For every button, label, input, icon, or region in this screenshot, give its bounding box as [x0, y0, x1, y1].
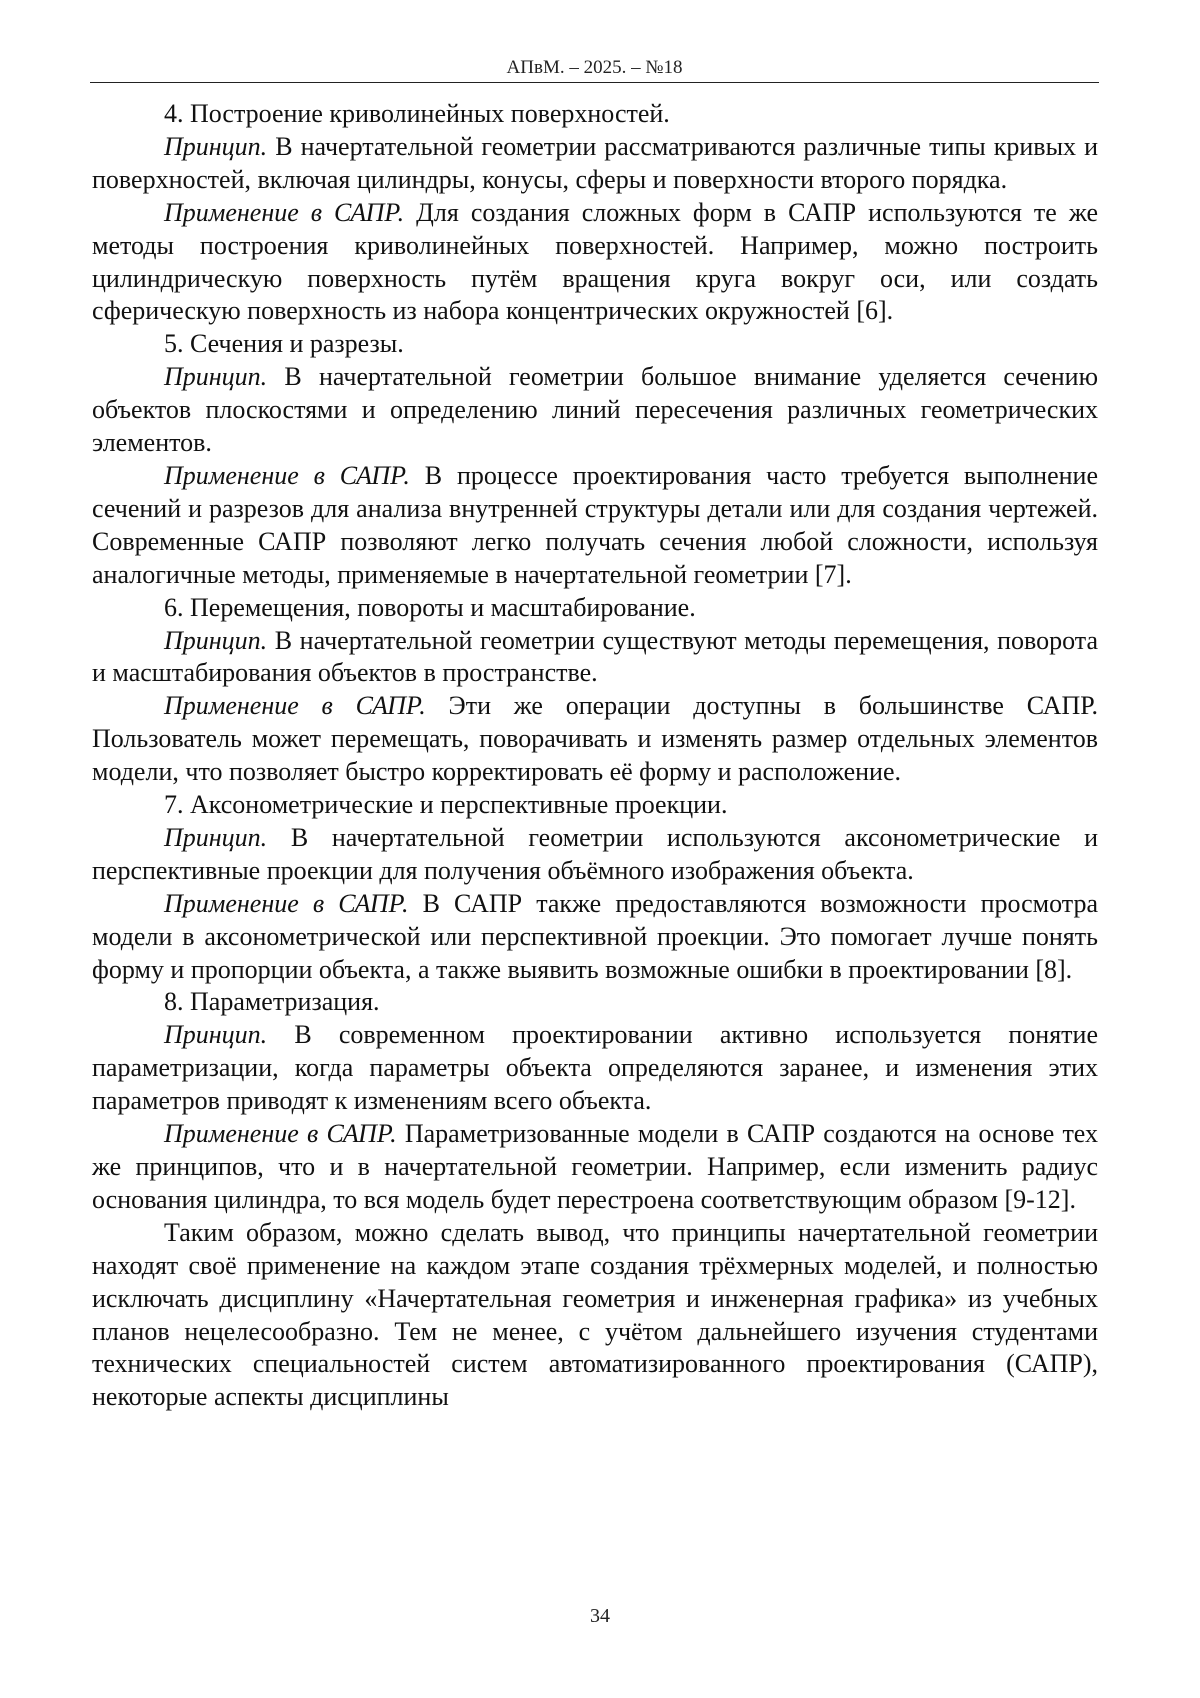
application-text: В САПР также предоставляются возможности просмотра модели в аксонометрической или перспективной проекции. Это помогает лучше понять форму и пропорции объекта, а также выявить возможные ошибки в проектировании [8].	[92, 888, 1099, 984]
section-heading-4: 4. Построение криволинейных поверхностей.	[164, 99, 670, 128]
application-label: Применение в САПР.	[164, 460, 410, 490]
section-heading-6: 6. Перемещения, повороты и масштабирование.	[164, 592, 696, 622]
section-heading-7: 7. Аксонометрические и перспективные проекции.	[164, 790, 728, 820]
running-header: АПвМ. – 2025. – №18	[506, 57, 683, 78]
application-text: Параметризованные модели в САПР создаются на основе тех же принципов, что и в начертательной геометрии. Например, если изменить радиус основания цилиндра, то вся модель будет перестроена соответствующим образом [9-12].	[92, 1119, 1099, 1214]
application-label: Применение в САПР.	[164, 197, 405, 227]
principle-paragraph-7	[92, 822, 1098, 888]
page-number: 34	[590, 1605, 610, 1627]
application-label: Применение в САПР.	[164, 691, 426, 721]
principle-text: В начертательной геометрии существуют методы перемещения, поворота и масштабирования объектов в пространстве.	[92, 625, 1098, 688]
principle-text: В начертательной геометрии используются аксонометрические и перспективные проекции для получения объёмного изображения объекта.	[92, 822, 1098, 885]
principle-label: Принцип.	[164, 131, 268, 161]
application-paragraph-6	[92, 690, 1098, 789]
principle-label: Принцип.	[164, 362, 268, 392]
application-paragraph-8	[92, 1118, 1098, 1217]
principle-text: В современном проектировании активно используется понятие параметризации, когда параметры объекта определяются заранее, и изменения этих параметров приводят к изменениям всего объекта.	[92, 1020, 1098, 1116]
principle-text: В начертательной геометрии большое внимание уделяется сечению объектов плоскостями и определению линий пересечения различных геометрических элементов.	[92, 362, 1098, 458]
header-divider	[90, 82, 1099, 83]
section-heading-8: 8. Параметризация.	[164, 987, 380, 1017]
principle-label: Принцип.	[164, 1020, 268, 1050]
application-text: Для создания сложных форм в САПР используются те же методы построения криволинейных поверхностей. Например, можно построить цилиндрическую поверхность путём вращения круга вокруг оси, или создать сферическую поверхность из набора концентрических окружностей [6].	[92, 197, 1098, 326]
principle-label: Принцип.	[164, 822, 268, 852]
principle-paragraph-8	[92, 1019, 1098, 1118]
application-text: Эти же операции доступны в большинстве САПР. Пользователь может перемещать, поворачивать и изменять размер отдельных элементов модели, что позволяет быстро корректировать её форму и расположение.	[92, 691, 1099, 787]
principle-text: В начертательной геометрии рассматриваются различные типы кривых и поверхностей, включая цилиндры, конусы, сферы и поверхности второго порядка.	[92, 131, 1098, 194]
principle-paragraph-6	[92, 625, 1098, 691]
application-paragraph-5	[92, 460, 1098, 592]
application-label: Применение в САПР.	[164, 888, 409, 918]
section-heading-5: 5. Сечения и разрезы.	[164, 329, 404, 359]
conclusion-paragraph: Таким образом, можно сделать вывод, что принципы начертательной геометрии находят своё применение на каждом этапе создания трёхмерных моделей, и полностью исключать дисциплину «Начертательная геометрия и инженерная графика» из учебных планов нецелесообразно. Тем не менее, с учётом дальнейшего изучения студентами технических специальностей систем автоматизированного проектирования (САПР), некоторые аспекты дисциплины	[92, 1217, 1098, 1412]
application-paragraph-4	[92, 197, 1098, 329]
principle-label: Принцип.	[164, 625, 268, 655]
application-paragraph-7	[92, 888, 1098, 987]
application-label: Применение в САПР.	[164, 1119, 397, 1149]
principle-paragraph-4	[92, 131, 1098, 197]
article-body	[92, 98, 1098, 1414]
application-text: В процессе проектирования часто требуется выполнение сечений и разрезов для анализа внутренней структуры детали или для создания чертежей. Современные САПР позволяют легко получать сечения любой сложности, используя аналогичные методы, применяемые в начертательной геометрии [7].	[92, 460, 1098, 589]
principle-paragraph-5	[92, 361, 1098, 460]
